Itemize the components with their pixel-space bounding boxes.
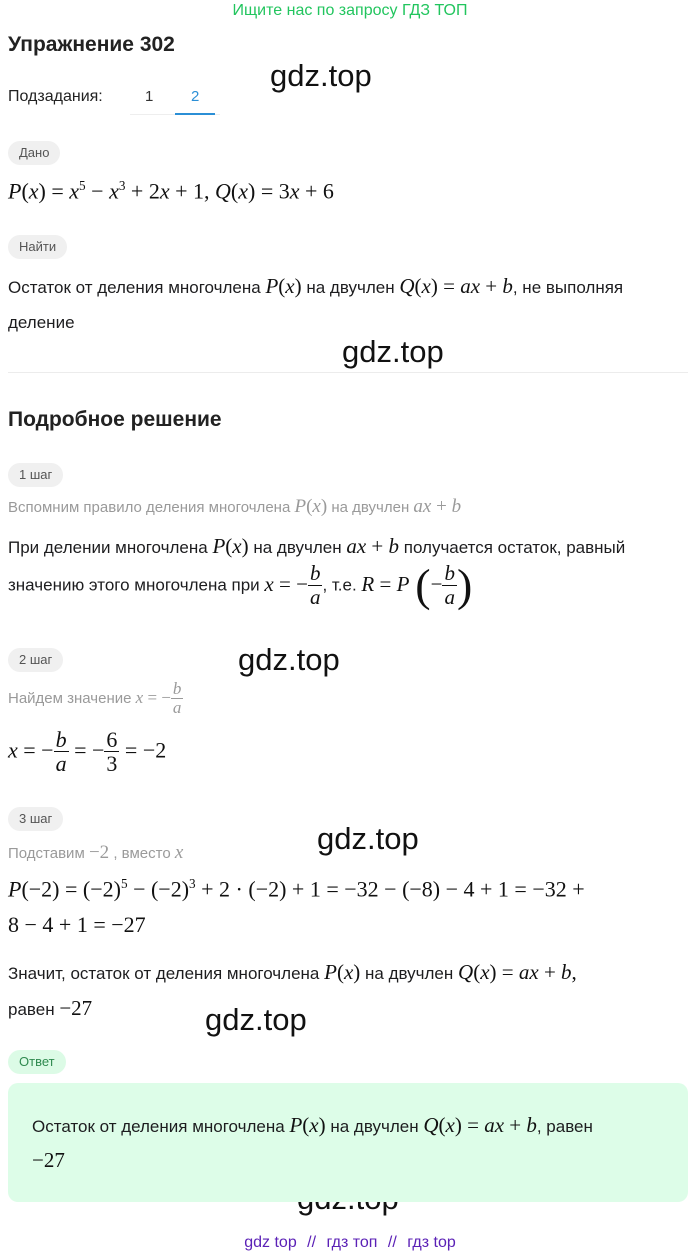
- footer-link-3[interactable]: гдз top: [407, 1234, 456, 1251]
- step3-pill: 3 шаг: [8, 807, 63, 831]
- given-formula: $P(x) = x^5 - x^3 + 2x + 1$, Q(x) = 3x + 6: [8, 178, 334, 204]
- solution-title: Подробное решение: [8, 408, 222, 431]
- find-text-line1: Остаток от деления многочлена P(x) на двучлен Q(x) = ax + b, не выполняя: [8, 274, 624, 298]
- step2-pill: 2 шаг: [8, 648, 63, 672]
- footer-separator: //: [387, 1234, 397, 1251]
- watermark: gdz.top: [342, 334, 444, 369]
- answer-line2: −27: [32, 1148, 65, 1172]
- step2-formula: x = − $\frac{b}{a}$ = − $\frac{6}{3}$ = −2: [8, 727, 167, 777]
- answer-line1: Остаток от деления многочлена P(x) на двучлен Q(x) = ax + b, равен: [32, 1113, 593, 1137]
- step2-hint: Найдем значение x = − $\frac{b}{a}$: [8, 679, 182, 717]
- given-pill: Дано: [8, 141, 60, 165]
- section-divider: [8, 372, 688, 373]
- footer-link-1[interactable]: gdz top: [244, 1234, 297, 1251]
- step3-formula-line2: 8 − 4 + 1 = −27: [8, 912, 146, 937]
- step3-hint: Подставим −2 , вместо x: [8, 842, 184, 863]
- answer-pill: Ответ: [8, 1050, 66, 1074]
- step1-hint: Вспомним правило деления многочлена P(x) на двучлен ax + b: [8, 496, 462, 517]
- subtask-tab-2[interactable]: 2: [191, 88, 200, 105]
- watermark: gdz.top: [317, 821, 419, 856]
- footer-links: [0, 1234, 700, 1252]
- step3-formula-line1: $P(-2) = (-2)^5 - (-2)^3 + 2 \cdot (-2) + 1 = -32 - (-8) - 4 + 1 = -32$ +: [8, 876, 585, 902]
- watermark: gdz.top: [238, 642, 340, 677]
- promo-banner[interactable]: Ищите нас по запросу ГДЗ ТОП: [232, 2, 468, 19]
- step3-conclusion-line2: равен −27: [8, 996, 93, 1020]
- step1-line2: значению этого многочлена при x = − $\frac{b}{a}$ , т.е. R = P (− $\frac{b}{a}$ ): [8, 559, 473, 610]
- footer-separator: //: [307, 1234, 317, 1251]
- watermark: gdz.top: [270, 58, 372, 93]
- subtasks-label: Подзадания:: [8, 88, 103, 105]
- active-tab-indicator: [175, 113, 215, 115]
- answer-box: [8, 1083, 688, 1202]
- footer-link-2[interactable]: гдз топ: [326, 1234, 378, 1251]
- exercise-title: Упражнение 302: [8, 33, 175, 56]
- step1-pill: 1 шаг: [8, 463, 63, 487]
- step3-conclusion-line1: Значит, остаток от деления многочлена P(x) на двучлен Q(x) = ax + b,: [8, 960, 577, 984]
- find-text-line2: деление: [8, 313, 75, 332]
- step1-line1: При делении многочлена P(x) на двучлен ax + b получается остаток, равный: [8, 534, 626, 558]
- watermark: gdz.top: [205, 1002, 307, 1037]
- find-pill: Найти: [8, 235, 67, 259]
- subtask-tab-1[interactable]: 1: [145, 88, 154, 105]
